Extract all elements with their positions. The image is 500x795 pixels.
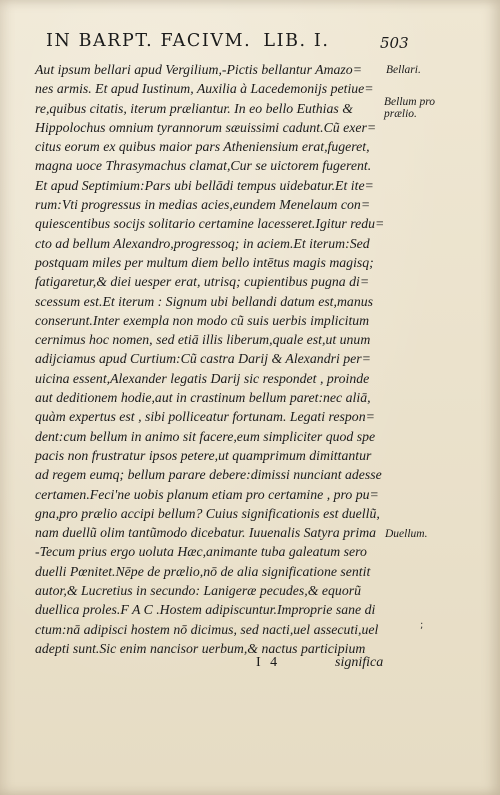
- text-line: nam duellũ olim tantũmodo dicebatur. Iuuenalis Satyra prima: [35, 525, 377, 541]
- margin-note-bellum: Bellum pro prælio.: [384, 96, 435, 120]
- text-line: uicina essent,Alexander legatis Darij sic respondet , proinde: [35, 370, 370, 386]
- text-line: ctum:nā adipisci hostem nō dicimus, sed nacti,uel assecuti,uel: [35, 621, 379, 637]
- text-line: certamen.Feci'ne uobis planum etiam pro certamine , pro pu=: [35, 486, 379, 502]
- text-line: autor,& Lucretius in secundo: Lanigeræ pecudes,& equorũ: [35, 583, 361, 599]
- text-line: conserunt.Inter exempla non modo cũ suis uerbis implicitum: [35, 312, 370, 328]
- margin-note-bellari: Bellari.: [386, 64, 421, 76]
- folio-number: 503: [380, 34, 409, 52]
- text-line: postquam miles per multum diem bello intētus magis magisq;: [35, 254, 374, 270]
- catchword-line: [256, 655, 406, 677]
- text-line: fatigaretur,& diei uesper erat, utrisq; cupientibus pugna di=: [35, 274, 370, 290]
- catchword: significa: [335, 655, 384, 670]
- running-title: IN BARPT. FACIVM.: [46, 31, 252, 51]
- text-line: pacis non frustratur ipsos petere,ut quamprimum dimittantur: [35, 447, 372, 463]
- text-line: ad regem eumq; bellum parare debere:dimissi nunciant adesse: [35, 467, 382, 483]
- text-line: dent:cum bellum in animo sit facere,eum simpliciter quod spe: [35, 428, 376, 444]
- text-line: magna uoce Thrasymachus clamat,Cur se uictorem fugerent.: [35, 158, 372, 174]
- text-line: Aut ipsum bellari apud Vergilium,-Pictis bellantur Amazo=: [35, 62, 363, 77]
- text-line: scessum est.Et iterum : Signum ubi bellandi datum est,manus: [35, 293, 373, 309]
- margin-note-duellum: Duellum.: [385, 528, 428, 540]
- text-line: duelli Pœnitet.Nēpe de prælio,nō de alia significatione sentit: [35, 563, 371, 579]
- text-line: nes armis. Et apud Iustinum, Auxilia à Lacedemonijs petiue=: [35, 81, 374, 97]
- text-line: adijciamus apud Curtium:Cũ castra Darij & Alexandri per=: [35, 351, 371, 367]
- text-line: aut deditionem hodie,aut in crastinum bellum paret:nec aliā,: [35, 390, 371, 406]
- text-line: re,quibus citatis, iterum præliantur. In eo bello Euthias &: [35, 100, 353, 116]
- running-header: [46, 31, 406, 53]
- text-line: duellica proles.F A C .Hostem adipiscuntur.Improprie sane di: [35, 602, 376, 618]
- book-number: LIB. I.: [263, 31, 330, 51]
- body-text: [35, 60, 388, 658]
- signature-mark: I 4: [256, 655, 281, 670]
- text-line: citus eorum ex quibus maior pars Atheniensium erat,fugeret,: [35, 139, 370, 155]
- text-line: quiescentibus socijs solitario certamine lacesseret.Igitur redu=: [35, 216, 385, 232]
- text-line: quàm expertus est , sibi polliceatur fortunam. Legati respon=: [35, 409, 375, 425]
- text-line: Hippolochus omnium tyrannorum sæuissimi cadunt.Cũ exer=: [35, 119, 377, 135]
- text-line: Et apud Septimium:Pars ubi bellādi tempus uidebatur.Et ite=: [35, 177, 374, 193]
- text-line: adepti sunt.Sic enim nancisor uerbum,& nactus participium: [35, 640, 366, 656]
- text-line: gna,pro prælio accipi bellum? Cuius significationis est duellũ,: [35, 505, 380, 521]
- ink-mark: ;: [420, 620, 424, 631]
- text-line: cernimus hoc nomen, sed etiā illis liberum,quale est,ut unum: [35, 332, 371, 348]
- text-line: -Tecum prius ergo uoluta Hæc,animante tuba galeatum sero: [35, 544, 367, 560]
- text-line: cto ad bellum Alexandro,progressoq; in aciem.Et iterum:Sed: [35, 235, 370, 251]
- text-line: rum:Vti progressus in medias acies,eundem Menelaum con=: [35, 197, 371, 213]
